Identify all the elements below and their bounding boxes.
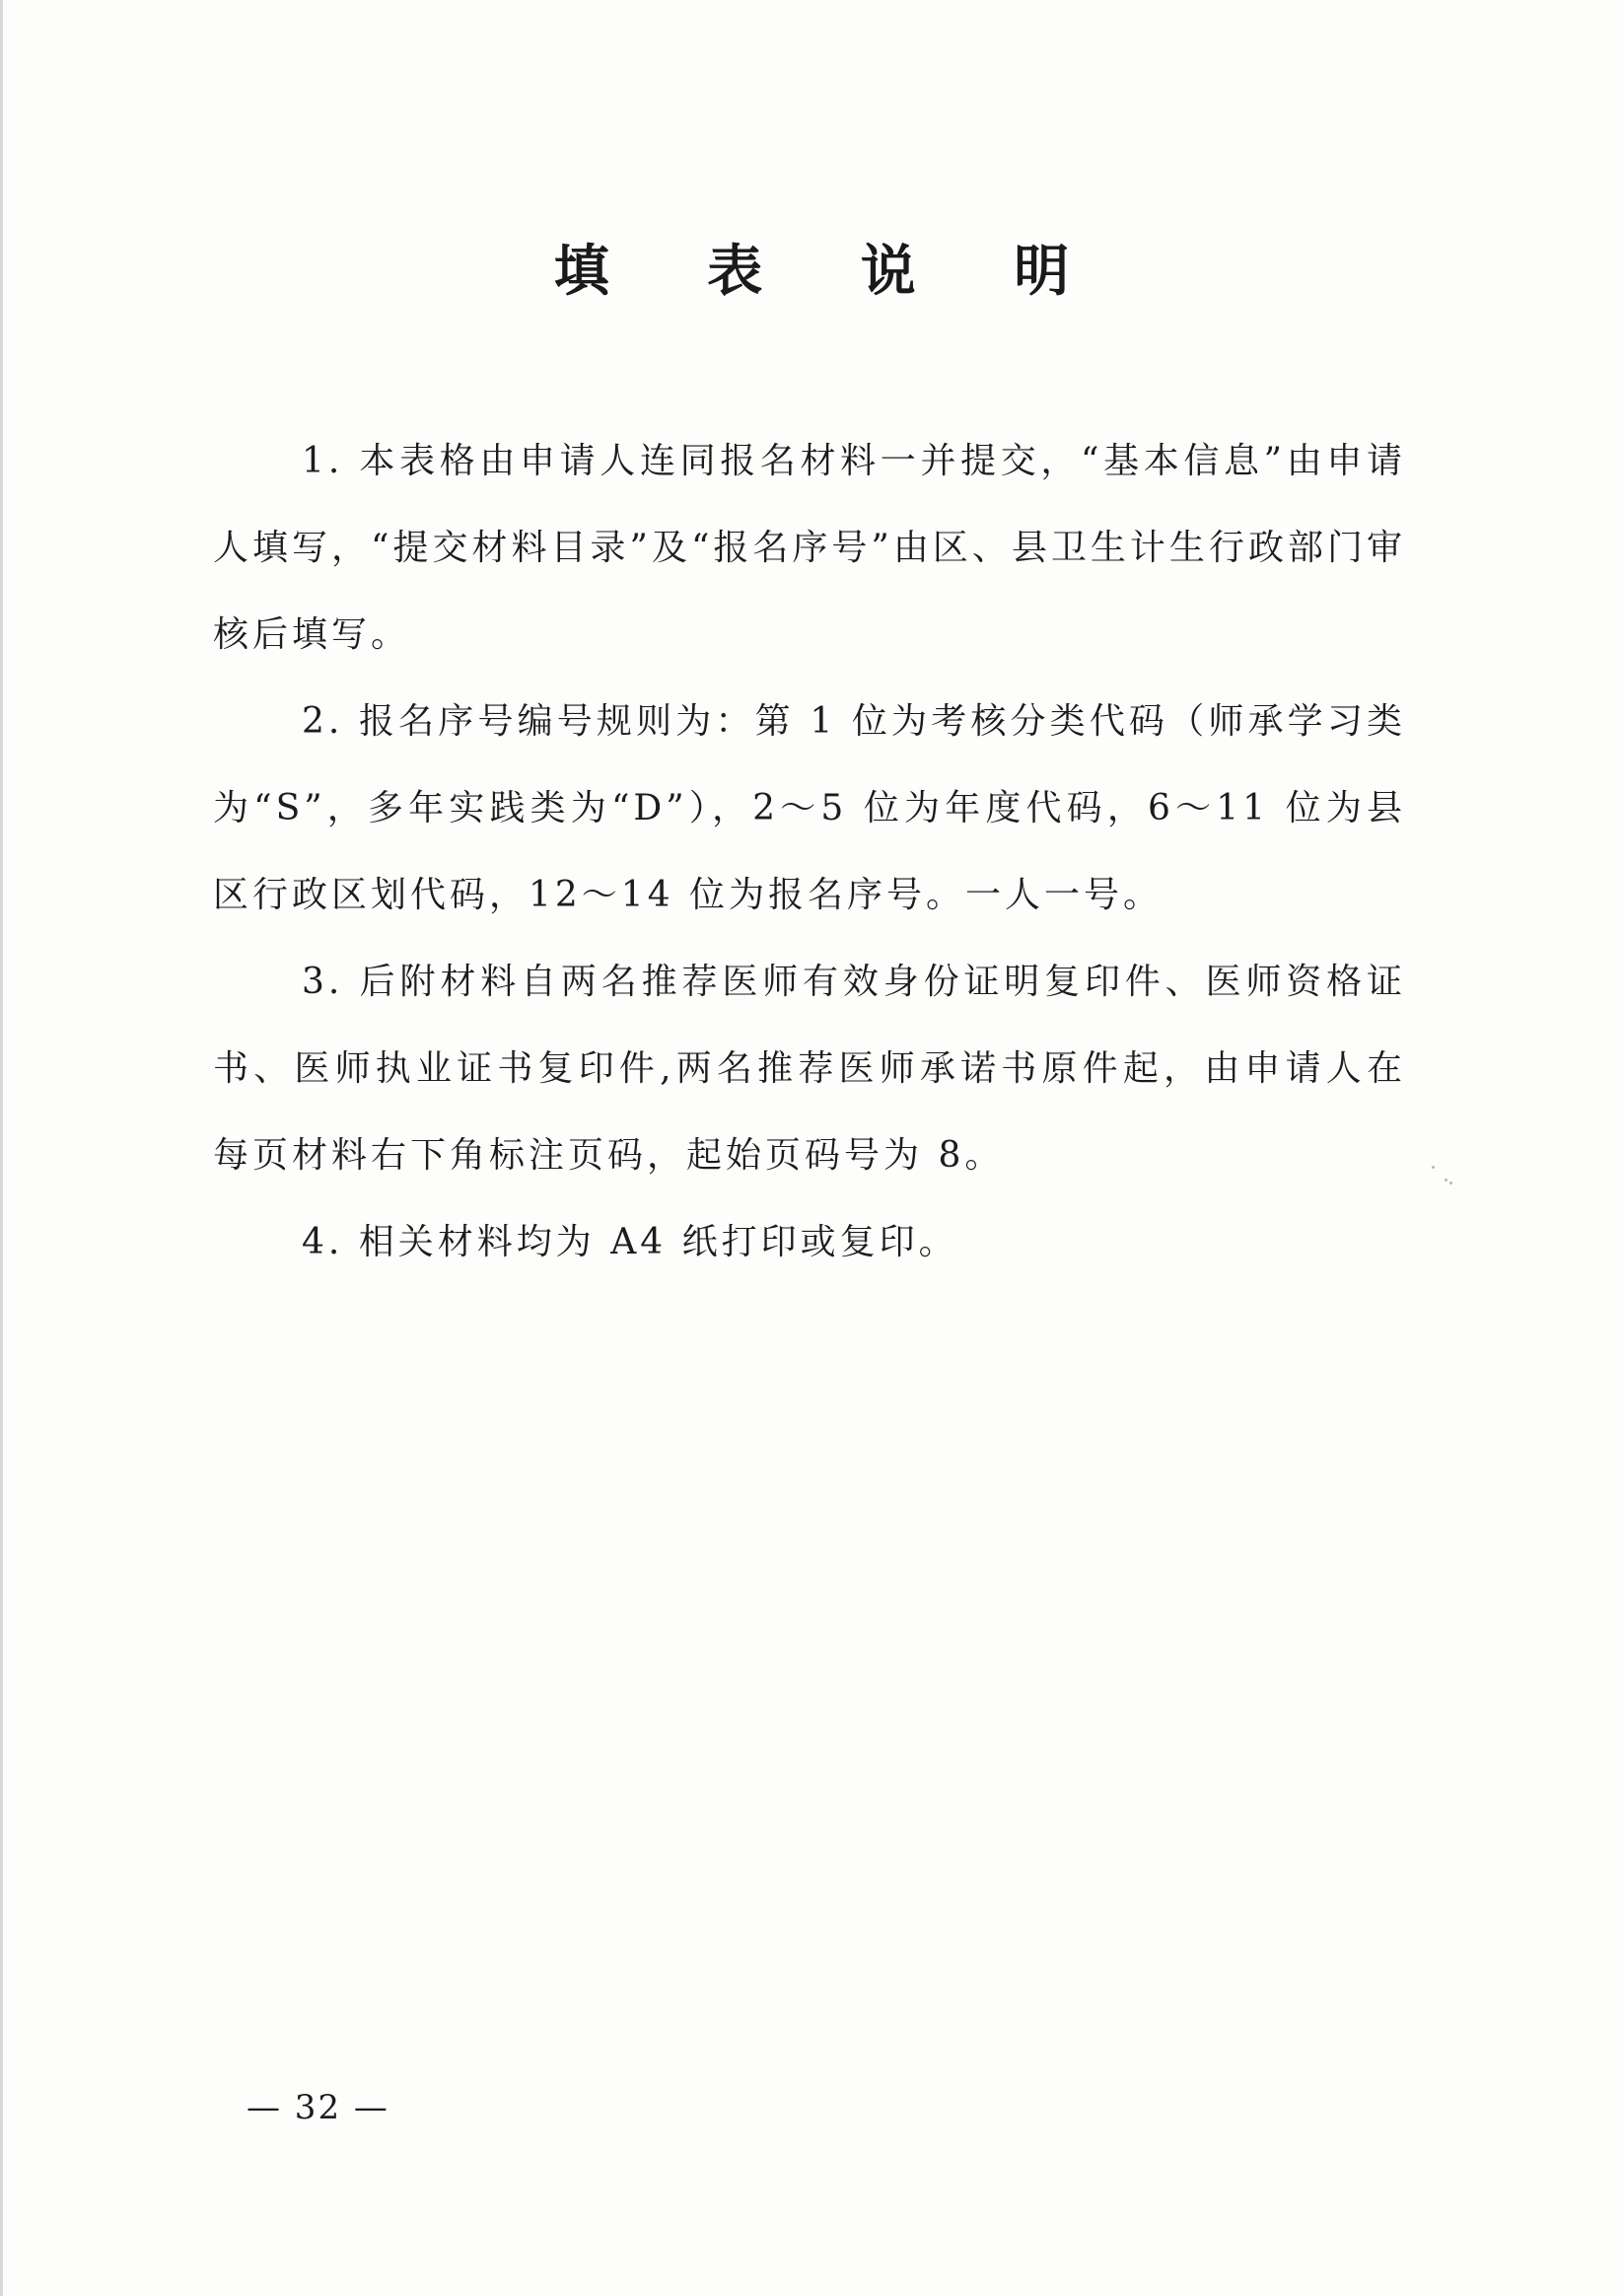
scan-speck bbox=[1445, 1179, 1447, 1182]
page-number: — 32 — bbox=[247, 2088, 389, 2127]
scan-speck bbox=[1432, 1166, 1435, 1169]
instruction-item-4: 4. 相关材料均为 A4 纸打印或复印。 bbox=[302, 1222, 958, 1262]
page-title: 填 表 说 明 bbox=[553, 240, 1109, 304]
instruction-item-2: 2. 报名序号编号规则为：第 1 位为考核分类代码（师承学习类为“S”，多年实践类为“D”），2～5 位为年度代码，6～11 位为县区行政区划代码，12～14 位为报名序号。一人一号。 bbox=[213, 701, 1406, 915]
instructions-body bbox=[213, 418, 1406, 1286]
scan-speck bbox=[1449, 1182, 1452, 1184]
instruction-item-3: 3. 后附材料自两名推荐医师有效身份证明复印件、医师资格证书、医师执业证书复印件,两名推荐医师承诺书原件起，由申请人在每页材料右下角标注页码，起始页码号为 8。 bbox=[213, 962, 1406, 1176]
instruction-item-1: 1. 本表格由申请人连同报名材料一并提交，“基本信息”由申请人填写，“提交材料目录”及“报名序号”由区、县卫生计生行政部门审核后填写。 bbox=[213, 441, 1406, 655]
scan-edge bbox=[0, 0, 3, 2296]
